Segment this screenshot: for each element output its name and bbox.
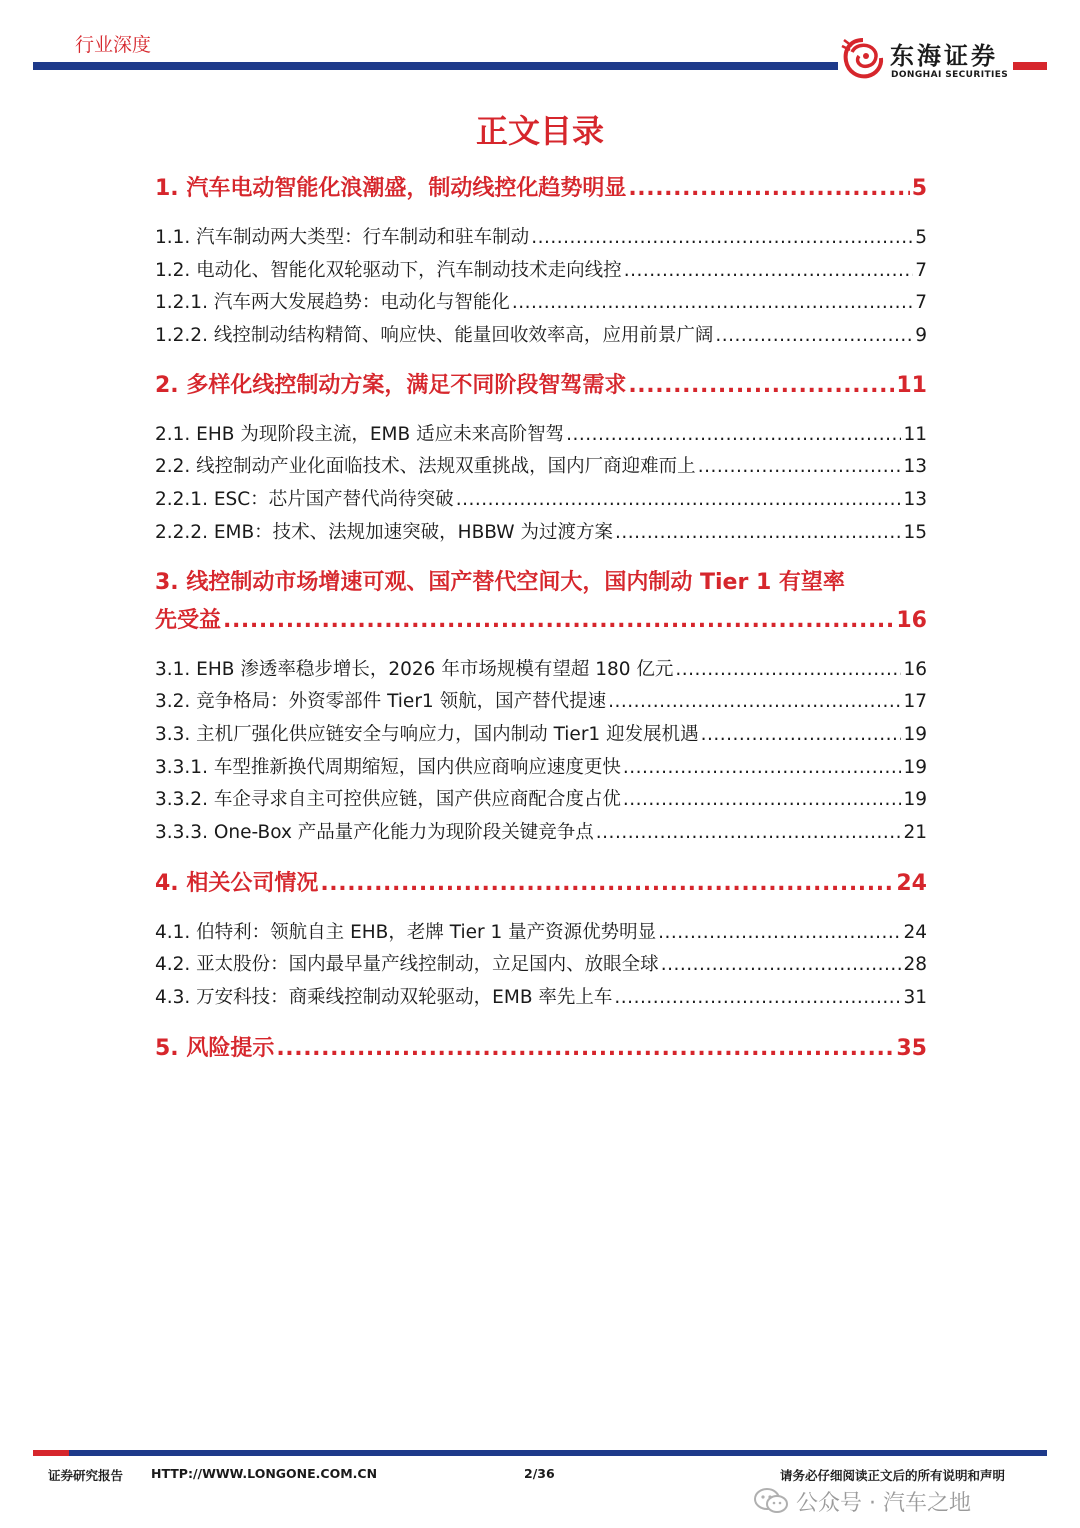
- toc-entry-text: 4.2. 亚太股份：国内最早量产线控制动，立足国内、放眼全球: [155, 954, 659, 975]
- toc-page-number: 16: [903, 659, 927, 680]
- toc-entry-4-3[interactable]: [155, 983, 927, 1009]
- toc-entry-text: 1.1. 汽车制动两大类型：行车制动和驻车制动: [155, 227, 530, 248]
- toc-entry-text: 1. 汽车电动智能化浪潮盛，制动线控化趋势明显: [155, 176, 627, 201]
- toc-leader: [223, 608, 894, 633]
- toc-leader: [623, 757, 902, 778]
- toc-page-number: 9: [915, 325, 927, 346]
- toc-page-number: 19: [903, 757, 927, 778]
- toc-entry-1-2-2[interactable]: [155, 321, 927, 347]
- toc-entry-1-1[interactable]: [155, 223, 927, 249]
- toc-leader: [615, 522, 901, 543]
- toc-entry-text: 2.2.1. ESC：芯片国产替代尚待突破: [155, 489, 454, 510]
- toc-leader: [512, 292, 913, 313]
- wechat-icon: [754, 1487, 788, 1515]
- toc-entry-3-3[interactable]: [155, 720, 927, 746]
- toc-leader: [715, 325, 913, 346]
- toc-entry-text: 1.2. 电动化、智能化双轮驱动下，汽车制动技术走向线控: [155, 260, 622, 281]
- toc-entry-text: 4.3. 万安科技：商乘线控制动双轮驱动，EMB 率先上车: [155, 987, 613, 1008]
- toc-leader: [320, 871, 894, 896]
- toc-entry-1[interactable]: [155, 171, 927, 202]
- toc-leader: [456, 489, 902, 510]
- page-title: 正文目录: [475, 112, 604, 150]
- toc-entry-3[interactable]: [155, 603, 927, 634]
- toc-entry-text: 3.3.3. One-Box 产品量产化能力为现阶段关键竞争点: [155, 822, 594, 843]
- toc-page-number: 15: [903, 522, 927, 543]
- toc-page-number: 16: [896, 608, 927, 633]
- toc-leader: [566, 424, 901, 445]
- toc-leader: [596, 822, 902, 843]
- toc-entry-2-2-1[interactable]: [155, 485, 927, 511]
- toc-leader: [623, 789, 902, 810]
- footer-page-number: 2/36: [524, 1466, 555, 1481]
- toc-entry-3-1[interactable]: [155, 655, 927, 681]
- toc-leader: [675, 659, 901, 680]
- toc-entry-3-3-2[interactable]: [155, 785, 927, 811]
- toc-entry-text: 2.2. 线控制动产业化面临技术、法规双重挑战，国内厂商迎难而上: [155, 456, 696, 477]
- toc-entry-text: 2.2.2. EMB：技术、法规加速突破，HBBW 为过渡方案: [155, 522, 613, 543]
- toc-leader: [531, 227, 913, 248]
- header-rule-blue: [33, 62, 871, 70]
- header-category: 行业深度: [75, 34, 152, 56]
- toc-entry-text: 4.1. 伯特利：领航自主 EHB，老牌 Tier 1 量产资源优势明显: [155, 922, 657, 943]
- toc-entry-4-2[interactable]: [155, 950, 927, 976]
- toc-entry-text: 2. 多样化线控制动方案，满足不同阶段智驾需求: [155, 373, 627, 398]
- footer-rule: [33, 1450, 1047, 1456]
- toc-page-number: 7: [915, 260, 927, 281]
- toc-page-number: 21: [903, 822, 927, 843]
- toc-leader: [628, 176, 909, 201]
- toc-leader: [701, 724, 902, 745]
- toc-leader: [661, 954, 902, 975]
- toc-entry-text: 4. 相关公司情况: [155, 871, 319, 896]
- toc-leader: [658, 922, 901, 943]
- toc-entry-2[interactable]: [155, 368, 927, 399]
- toc-page-number: 24: [903, 922, 927, 943]
- toc-entry-text: 先受益: [155, 608, 222, 633]
- toc-entry-1-2[interactable]: [155, 256, 927, 282]
- toc-leader: [614, 987, 901, 1008]
- footer-report-type: 证券研究报告: [48, 1468, 124, 1483]
- footer-disclaimer: 请务必仔细阅读正文后的所有说明和声明: [780, 1468, 1006, 1483]
- toc-leader: [628, 373, 894, 398]
- toc-entry-5[interactable]: [155, 1031, 927, 1062]
- logo-english-name: DONGHAI SECURITIES: [891, 70, 1009, 80]
- toc-entry-text: 3.2. 竞争格局：外资零部件 Tier1 领航，国产替代提速: [155, 691, 607, 712]
- toc-leader: [624, 260, 914, 281]
- toc-page-number: 13: [903, 489, 927, 510]
- toc-leader: [698, 456, 902, 477]
- toc-entry-text: 2.1. EHB 为现阶段主流，EMB 适应未来高阶智驾: [155, 424, 565, 445]
- company-logo: [838, 34, 1013, 84]
- toc-entry-3-line1[interactable]: 3. 线控制动市场增速可观、国产替代空间大，国内制动 Tier 1 有望率: [155, 570, 845, 595]
- toc-page-number: 5: [911, 176, 927, 201]
- toc-page-number: 19: [903, 724, 927, 745]
- toc-page-number: 11: [896, 373, 927, 398]
- toc-page-number: 13: [903, 456, 927, 477]
- toc-entry-2-2[interactable]: [155, 452, 927, 478]
- toc-leader: [276, 1036, 894, 1061]
- dragon-emblem-icon: [838, 34, 888, 84]
- toc-entry-4[interactable]: [155, 866, 927, 897]
- toc-entry-text: 1.2.1. 汽车两大发展趋势：电动化与智能化: [155, 292, 510, 313]
- toc-page-number: 5: [915, 227, 927, 248]
- toc-entry-3-2[interactable]: [155, 687, 927, 713]
- toc-page-number: 28: [903, 954, 927, 975]
- logo-chinese-name: 东海证券: [890, 42, 998, 70]
- toc-leader: [608, 691, 901, 712]
- toc-page-number: 31: [903, 987, 927, 1008]
- toc-entry-text: 3.1. EHB 渗透率稳步增长，2026 年市场规模有望超 180 亿元: [155, 659, 674, 680]
- toc-entry-3-3-3[interactable]: [155, 818, 927, 844]
- toc-entry-1-2-1[interactable]: [155, 288, 927, 314]
- toc-page-number: 7: [915, 292, 927, 313]
- header-rule-red: [1011, 62, 1047, 70]
- toc-page-number: 19: [903, 789, 927, 810]
- toc-entry-2-1[interactable]: [155, 420, 927, 446]
- toc-page-number: 11: [903, 424, 927, 445]
- toc-entry-text: 3.3.2. 车企寻求自主可控供应链，国产供应商配合度占优: [155, 789, 621, 810]
- toc-page-number: 24: [896, 871, 927, 896]
- toc-entry-text: 1.2.2. 线控制动结构精简、响应快、能量回收效率高，应用前景广阔: [155, 325, 714, 346]
- footer-rule-red: [33, 1450, 69, 1456]
- toc-page-number: 17: [903, 691, 927, 712]
- toc-page-number: 35: [896, 1036, 927, 1061]
- toc-entry-2-2-2[interactable]: [155, 518, 927, 544]
- toc-entry-text: 3.3.1. 车型推新换代周期缩短，国内供应商响应速度更快: [155, 757, 621, 778]
- toc-entry-4-1[interactable]: [155, 918, 927, 944]
- toc-entry-3-3-1[interactable]: [155, 753, 927, 779]
- toc-entry-text: 3.3. 主机厂强化供应链安全与响应力，国内制动 Tier1 迎发展机遇: [155, 724, 699, 745]
- watermark: [754, 1484, 971, 1518]
- watermark-text: 公众号 · 汽车之地: [796, 1490, 971, 1516]
- toc-entry-text: 5. 风险提示: [155, 1036, 275, 1061]
- footer-url-link[interactable]: HTTP://WWW.LONGONE.COM.CN: [151, 1466, 378, 1481]
